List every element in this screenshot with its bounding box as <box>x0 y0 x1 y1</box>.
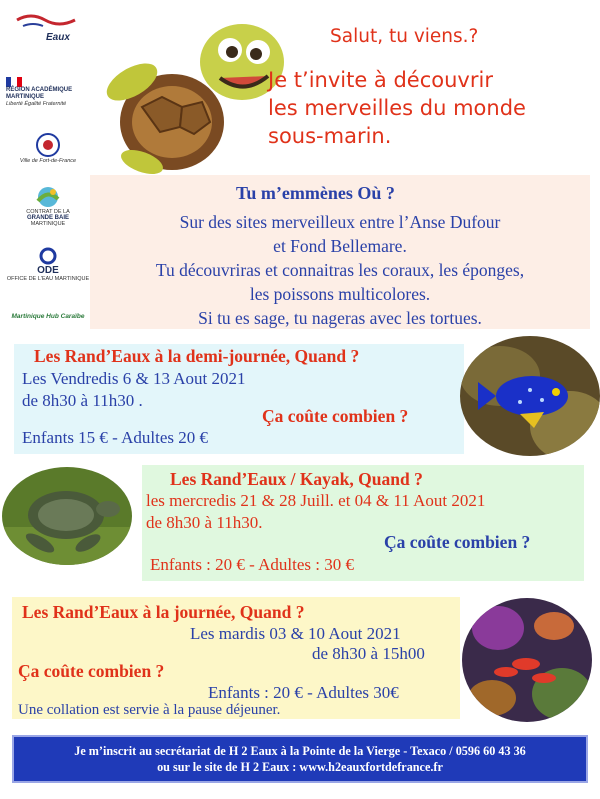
info-line-3: Tu découvriras et connaitras les coraux, les éponges, <box>155 260 525 280</box>
section3-hours: de 8h30 à 15h00 <box>312 644 425 663</box>
sea-turtle-photo <box>2 467 132 565</box>
section1-dates: Les Vendredis 6 & 13 Aout 2021 <box>22 369 246 388</box>
section1-hours: de 8h30 à 11h30 . <box>22 391 143 410</box>
info-line-2: et Fond Bellemare. <box>273 236 407 256</box>
region-line1: RÉGION ACADÉMIQUE <box>6 87 73 94</box>
region-line2: MARTINIQUE <box>6 93 44 100</box>
info-title: Tu m’emmènes Où ? <box>236 183 395 203</box>
section3-dates: Les mardis 03 & 10 Aout 2021 <box>190 624 401 643</box>
greeting-text: Salut, tu viens.? <box>330 26 479 47</box>
section2-dates: les mercredis 21 & 28 Juill. et 04 & 11 Aout 2021 <box>146 491 486 510</box>
baie-line2: GRANDE BAIE <box>26 214 69 221</box>
blue-fish-photo <box>460 336 600 456</box>
marianne-flag-icon <box>6 77 22 87</box>
invite-line-2: les merveilles du monde <box>268 96 526 120</box>
footer-line-2: ou sur le site de H 2 Eaux : www.h2eauxfortdefrance.fr <box>157 760 443 774</box>
info-line-1: Sur des sites merveilleux entre l’Anse Dufour <box>179 212 501 232</box>
h2eaux-logo-text: Eaux <box>46 32 70 43</box>
section3-price-question: Ça coûte combien ? <box>18 661 165 681</box>
invite-line-1: Je t’invite à découvrir <box>268 68 493 92</box>
grande-baie-icon <box>33 185 63 209</box>
h2eaux-logo <box>6 8 90 48</box>
section1-title: Les Rand’Eaux à la demi-journée, Quand ? <box>34 346 360 366</box>
info-line-5: Si tu es sage, tu nageras avec les tortues. <box>198 308 482 328</box>
section3-title: Les Rand’Eaux à la journée, Quand ? <box>22 602 305 622</box>
registration-footer <box>12 735 588 783</box>
info-line-4: les poissons multicolores. <box>249 284 431 304</box>
region-motto: Liberté Égalité Fraternité <box>6 100 67 107</box>
section2-hours: de 8h30 à 11h30. <box>146 513 263 532</box>
ville-fdf-logo <box>6 126 90 170</box>
invite-text <box>268 66 598 150</box>
section1-price-question: Ça coûte combien ? <box>262 406 409 426</box>
section3-prices: Enfants : 20 € - Adultes 30€ <box>208 683 399 702</box>
section2-prices: Enfants : 20 € - Adultes : 30 € <box>150 555 354 574</box>
coral-reef-photo <box>462 598 592 722</box>
invite-line-3: sous-marin. <box>268 124 392 148</box>
ode-sub: OFFICE DE L'EAU MARTINIQUE <box>6 276 90 283</box>
baie-line3: MARTINIQUE <box>30 221 66 228</box>
ville-text: Ville de Fort-de-France <box>19 157 77 164</box>
footer-line-1: Je m’inscrit au secrétariat de H 2 Eaux à la Pointe de la Vierge - Texaco / 0596 60 43 36 <box>74 744 526 758</box>
section1-prices: Enfants 15 € - Adultes 20 € <box>22 428 209 447</box>
cartoon-turtle-illustration <box>102 12 294 182</box>
martinique-hub-logo <box>6 302 90 332</box>
section3-note: Une collation est servie à la pause déjeuner. <box>18 702 281 718</box>
ode-logo <box>6 240 90 290</box>
section2-title: Les Rand’Eaux / Kayak, Quand ? <box>170 469 423 489</box>
baie-line1: CONTRAT DE LA <box>26 208 70 215</box>
grande-baie-logo <box>6 178 90 234</box>
hub-text: Martinique Hub Caraïbe <box>11 313 85 321</box>
ode-name: ODE <box>37 265 59 277</box>
ode-drop-icon <box>37 247 59 265</box>
section2-price-question: Ça coûte combien ? <box>384 532 531 552</box>
region-academique-logo <box>6 68 90 116</box>
ville-crest-icon <box>35 132 61 158</box>
